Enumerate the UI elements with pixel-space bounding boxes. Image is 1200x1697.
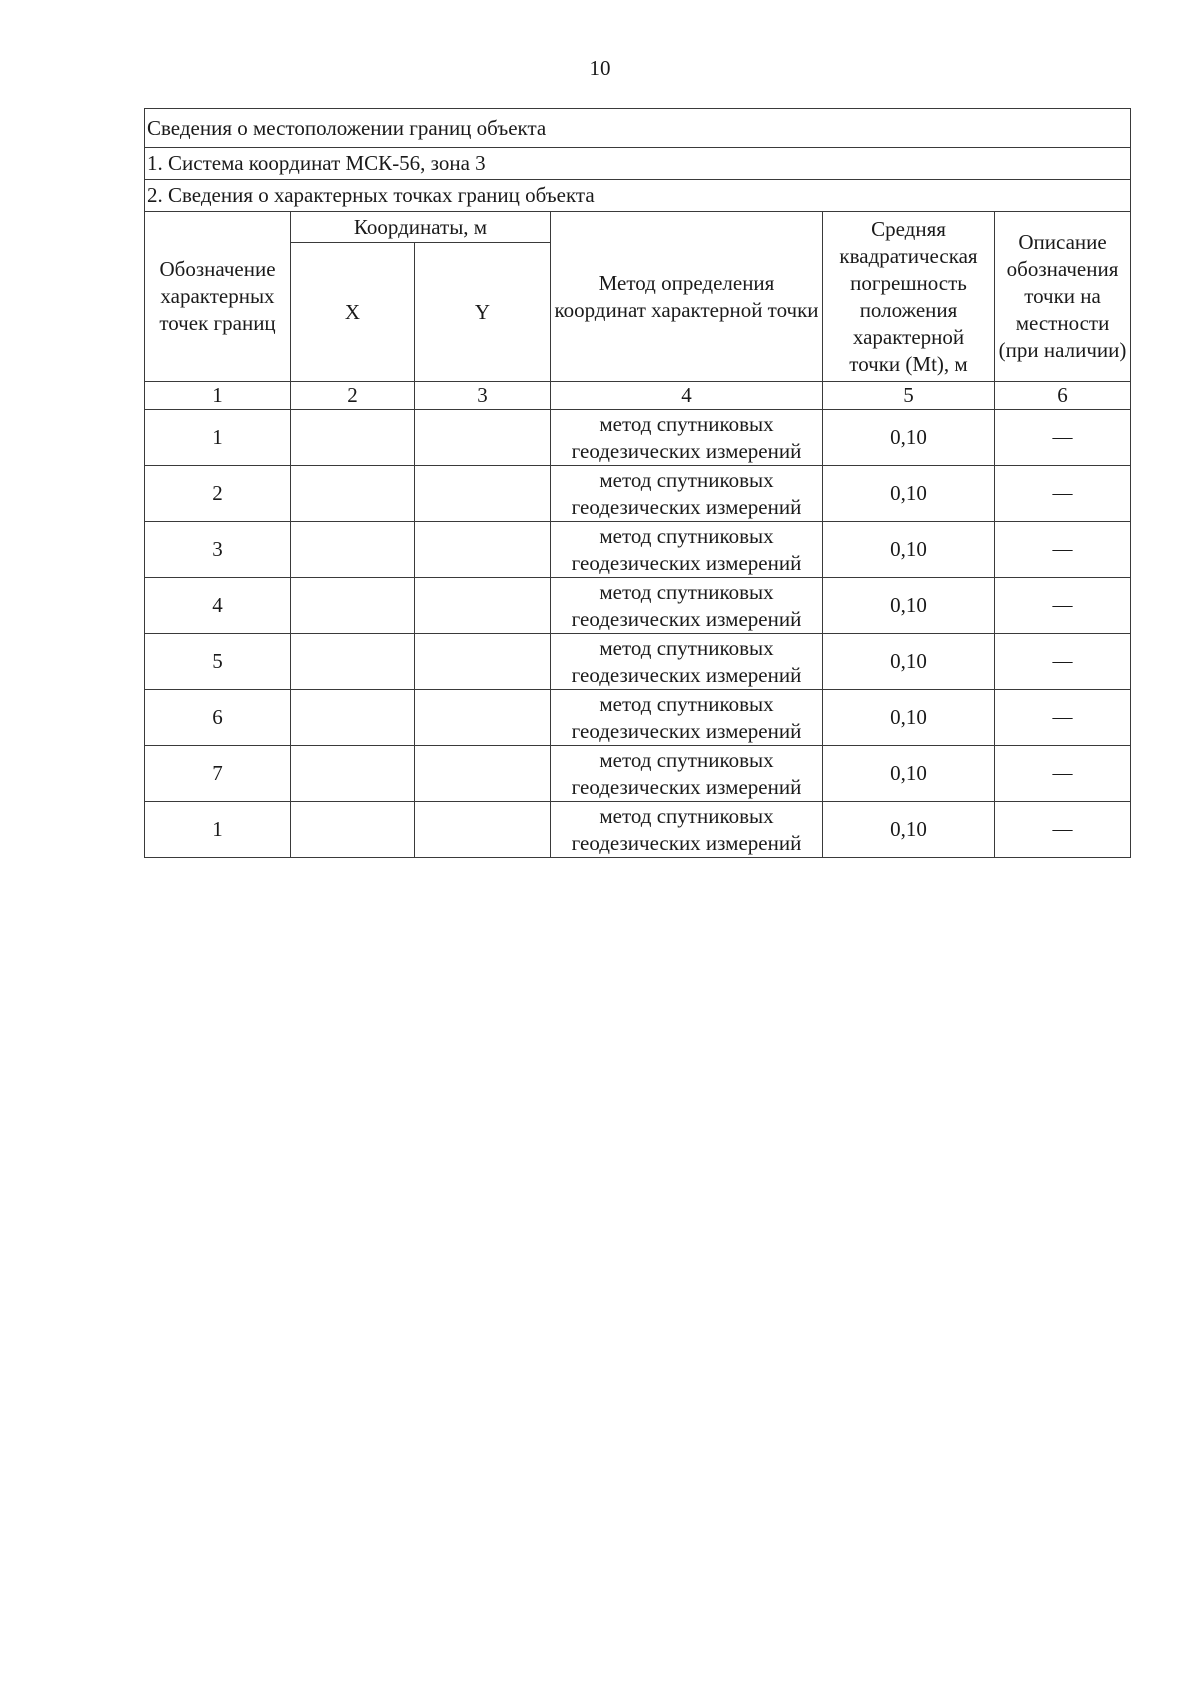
x-coordinate-cell bbox=[291, 578, 415, 634]
mean-error-cell: 0,10 bbox=[823, 410, 995, 466]
method-cell: метод спутниковых геодезических измерений bbox=[551, 522, 823, 578]
header-x: X bbox=[291, 243, 415, 382]
y-coordinate-cell bbox=[415, 410, 551, 466]
description-cell: — bbox=[995, 410, 1131, 466]
y-coordinate-cell bbox=[415, 466, 551, 522]
header-description: Описание обозначения точки на местности (при наличии) bbox=[995, 212, 1131, 382]
description-cell: — bbox=[995, 466, 1131, 522]
point-cell: 7 bbox=[145, 746, 291, 802]
point-cell: 2 bbox=[145, 466, 291, 522]
table-row bbox=[145, 522, 1131, 578]
method-cell: метод спутниковых геодезических измерений bbox=[551, 634, 823, 690]
method-cell: метод спутниковых геодезических измерений bbox=[551, 466, 823, 522]
table-row bbox=[145, 802, 1131, 858]
x-coordinate-cell bbox=[291, 410, 415, 466]
column-number: 6 bbox=[995, 382, 1131, 410]
coordinate-system-row bbox=[145, 148, 1131, 180]
y-coordinate-cell bbox=[415, 634, 551, 690]
method-cell: метод спутниковых геодезических измерений bbox=[551, 578, 823, 634]
header-coordinates-group: Координаты, м bbox=[291, 212, 551, 243]
table-row bbox=[145, 466, 1131, 522]
mean-error-cell: 0,10 bbox=[823, 466, 995, 522]
table-row bbox=[145, 578, 1131, 634]
y-coordinate-cell bbox=[415, 802, 551, 858]
column-number: 5 bbox=[823, 382, 995, 410]
table-row bbox=[145, 746, 1131, 802]
table-row bbox=[145, 410, 1131, 466]
section-title-label: 2. Сведения о характерных точках границ объекта bbox=[145, 180, 1131, 212]
method-cell: метод спутниковых геодезических измерений bbox=[551, 410, 823, 466]
header-method: Метод определения координат характерной точки bbox=[551, 212, 823, 382]
page-number: 10 bbox=[589, 56, 611, 80]
x-coordinate-cell bbox=[291, 522, 415, 578]
y-coordinate-cell bbox=[415, 578, 551, 634]
y-coordinate-cell bbox=[415, 690, 551, 746]
caption-row bbox=[145, 109, 1131, 148]
table-row bbox=[145, 690, 1131, 746]
method-cell: метод спутниковых геодезических измерений bbox=[551, 802, 823, 858]
mean-error-cell: 0,10 bbox=[823, 522, 995, 578]
mean-error-cell: 0,10 bbox=[823, 634, 995, 690]
mean-error-cell: 0,10 bbox=[823, 746, 995, 802]
description-cell: — bbox=[995, 802, 1131, 858]
y-coordinate-cell bbox=[415, 522, 551, 578]
column-number: 1 bbox=[145, 382, 291, 410]
column-number-row bbox=[145, 382, 1131, 410]
method-cell: метод спутниковых геодезических измерений bbox=[551, 746, 823, 802]
x-coordinate-cell bbox=[291, 690, 415, 746]
description-cell: — bbox=[995, 634, 1131, 690]
section-title-row bbox=[145, 180, 1131, 212]
column-number: 2 bbox=[291, 382, 415, 410]
header-row-top bbox=[145, 212, 1131, 243]
table-row bbox=[145, 634, 1131, 690]
table-caption-title: Сведения о местоположении границ объекта bbox=[145, 109, 1131, 148]
column-number: 3 bbox=[415, 382, 551, 410]
point-cell: 5 bbox=[145, 634, 291, 690]
y-coordinate-cell bbox=[415, 746, 551, 802]
x-coordinate-cell bbox=[291, 746, 415, 802]
description-cell: — bbox=[995, 690, 1131, 746]
header-y: Y bbox=[415, 243, 551, 382]
point-cell: 6 bbox=[145, 690, 291, 746]
point-cell: 4 bbox=[145, 578, 291, 634]
description-cell: — bbox=[995, 522, 1131, 578]
column-number: 4 bbox=[551, 382, 823, 410]
x-coordinate-cell bbox=[291, 634, 415, 690]
x-coordinate-cell bbox=[291, 802, 415, 858]
x-coordinate-cell bbox=[291, 466, 415, 522]
mean-error-cell: 0,10 bbox=[823, 578, 995, 634]
description-cell: — bbox=[995, 578, 1131, 634]
header-point-designation: Обозначение характерных точек границ bbox=[145, 212, 291, 382]
description-cell: — bbox=[995, 746, 1131, 802]
coordinate-system-label: 1. Система координат МСК-56, зона 3 bbox=[145, 148, 1131, 180]
mean-error-cell: 0,10 bbox=[823, 690, 995, 746]
method-cell: метод спутниковых геодезических измерений bbox=[551, 690, 823, 746]
mean-error-cell: 0,10 bbox=[823, 802, 995, 858]
point-cell: 3 bbox=[145, 522, 291, 578]
boundary-points-table bbox=[144, 108, 1131, 858]
point-cell: 1 bbox=[145, 410, 291, 466]
header-mean-error: Средняя квадратическая погрешность положения характерной точки (Mt), м bbox=[823, 212, 995, 382]
point-cell: 1 bbox=[145, 802, 291, 858]
